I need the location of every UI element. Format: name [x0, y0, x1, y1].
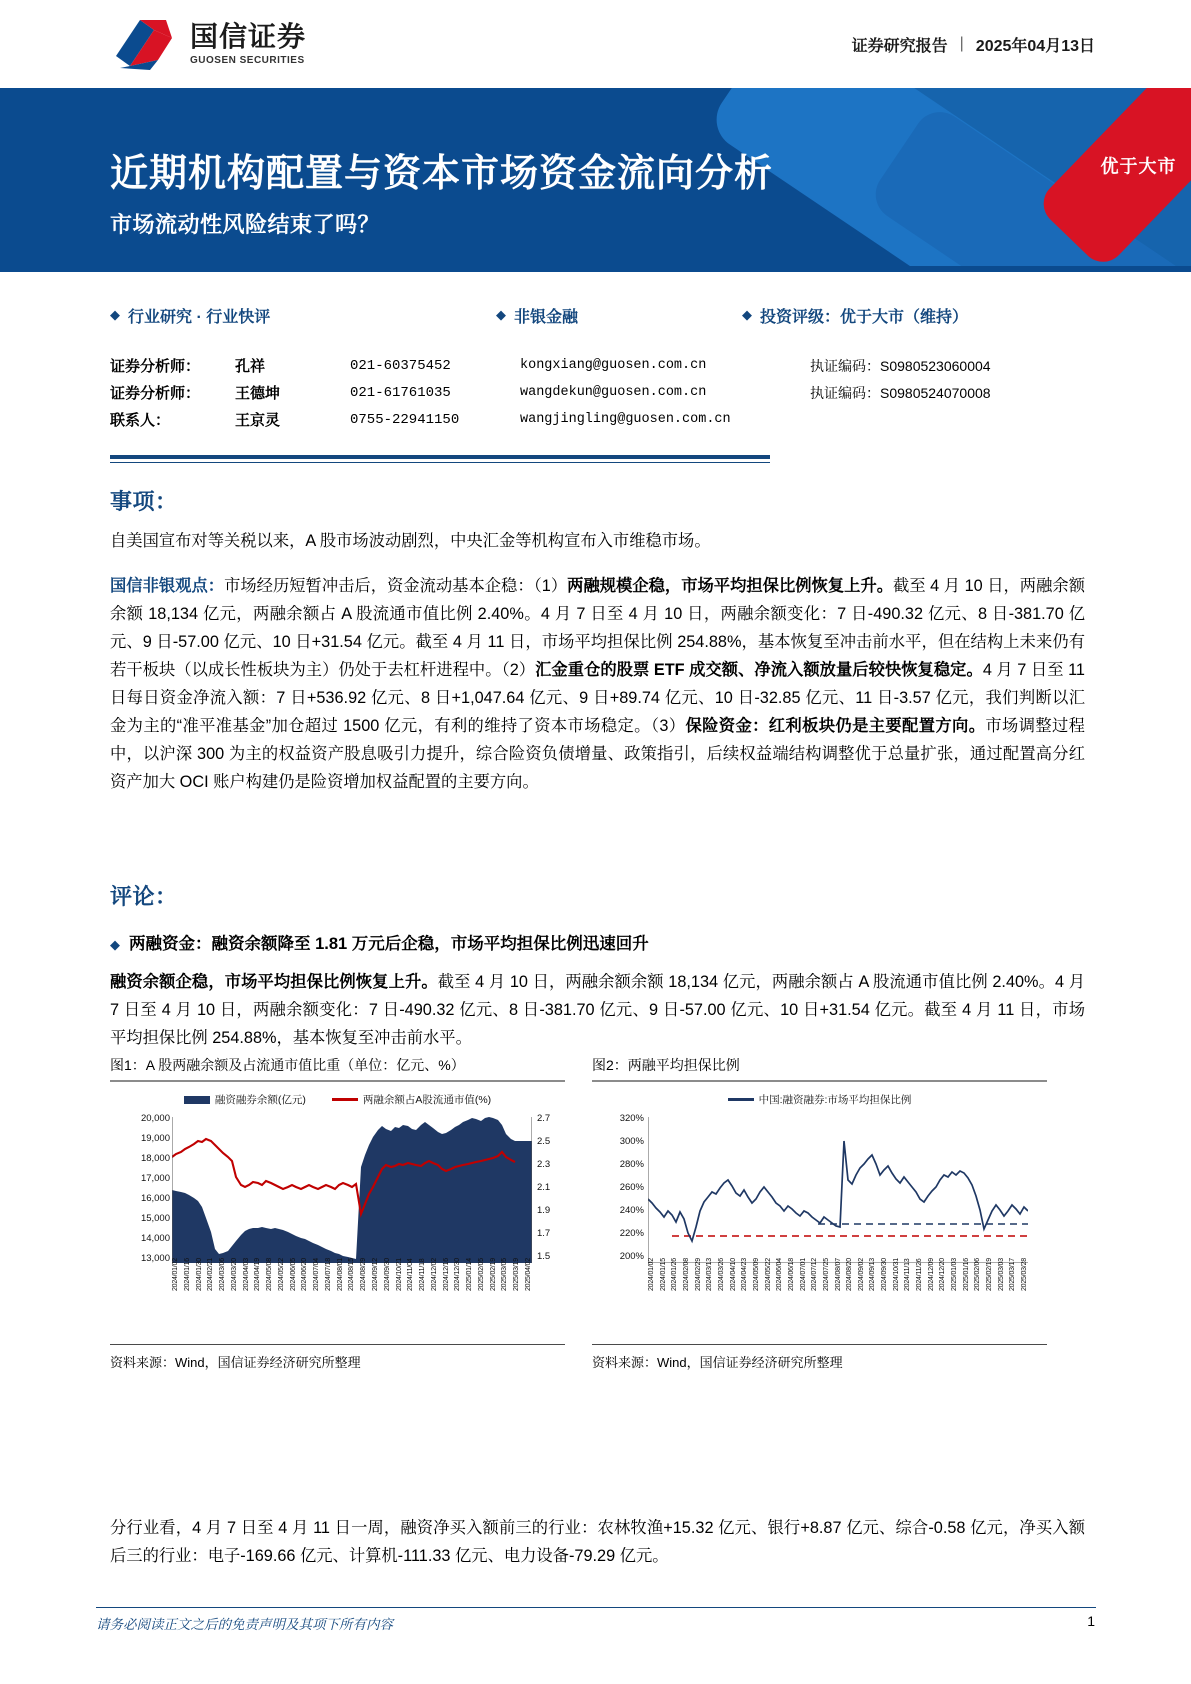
x-axis-tick: 2024/08/15: [348, 1258, 356, 1292]
y-axis-right-tick: 1.7: [537, 1228, 551, 1239]
legend-swatch-area-icon: [184, 1096, 210, 1104]
x-axis-tick: 2024/04/23: [741, 1258, 749, 1292]
comment-paragraph-2: [110, 1514, 1085, 1570]
meta-rating-label: 投资评级：优于大市（维持）: [760, 308, 969, 326]
page-header: [0, 0, 1191, 88]
analyst-phone: 021-61761035: [350, 384, 451, 401]
x-axis-tick: 2024/12/09: [927, 1258, 935, 1292]
x-axis-tick: 2024/11/04: [407, 1258, 415, 1292]
section-divider-thin: [110, 462, 770, 463]
x-axis-tick: 2024/01/02: [172, 1258, 179, 1292]
x-axis-tick: 2024/08/01: [336, 1258, 344, 1292]
viewpoint-bold-3: 保险资金：红利板块仍是主要配置方向。: [685, 717, 986, 736]
x-axis-tick: 2024/12/30: [454, 1258, 462, 1292]
x-axis-tick: 2024/09/13: [869, 1258, 877, 1292]
guosen-logo-icon: [110, 16, 180, 72]
legend-swatch-line-icon: [728, 1098, 754, 1101]
x-axis-tick: 2024/01/15: [659, 1258, 667, 1292]
figure-2: [592, 1055, 1047, 1370]
viewpoint-text-2: 截至 4 月 10 日，两融余额余额 18,134 亿元，两融余额占 A 股流通市值比例 2.40%。4 月 7 日至 4 月 10 日，两融余额变化：7 日-490.32 亿元、8 日-381.70 亿元、9 日-57.00 亿元、10 日+31.54 亿元。截至 4 月 11 日，市场平均担保比例 254.88%，基本恢复至冲击前水平，但在结构上未来仍有若干板块（以成长性板块为主）仍处于去杠杆进程中。（2）: [110, 577, 1085, 680]
x-axis-tick: 2024/12/16: [442, 1258, 450, 1292]
figure-1-body: [110, 1082, 565, 1370]
x-axis-tick: 2024/07/12: [811, 1258, 819, 1292]
figure-1-x-axis: [172, 1258, 532, 1291]
x-axis-tick: 2024/09/30: [881, 1258, 889, 1292]
legend-label: 融资融券余额(亿元): [214, 1094, 306, 1106]
x-axis-tick: 2024/07/25: [822, 1258, 830, 1292]
figure-2-body: [592, 1082, 1047, 1370]
y-axis-left-tick: 16,000: [140, 1193, 170, 1204]
viewpoint-bold-2: 汇金重仓的股票 ETF 成交额、净流入额放量后较快恢复稳定。: [535, 661, 983, 680]
analyst-email[interactable]: wangjingling@guosen.com.cn: [520, 412, 731, 427]
x-axis-tick: 2024/10/21: [395, 1258, 403, 1292]
figure-1-legend: [110, 1082, 565, 1107]
x-axis-tick: 2025/01/14: [466, 1258, 474, 1292]
brand-logo: [110, 16, 306, 72]
x-axis-tick: 2024/11/18: [419, 1258, 427, 1292]
x-axis-tick: 2024/06/18: [787, 1258, 795, 1292]
diamond-icon: ◆: [742, 307, 752, 322]
analyst-role: 证券分析师：: [110, 385, 201, 402]
x-axis-tick: 2024/11/26: [916, 1258, 924, 1292]
x-axis-tick: 2024/07/04: [313, 1258, 321, 1292]
analyst-phone: 0755-22941150: [350, 411, 460, 428]
diamond-icon: ◆: [110, 307, 120, 322]
x-axis-tick: 2024/08/29: [360, 1258, 368, 1292]
y-axis-left-tick: 20,000: [140, 1113, 170, 1124]
y-axis-left-tick: 19,000: [140, 1133, 170, 1144]
legend-label: 两融余额占A股流通市值(%): [362, 1094, 492, 1106]
y-axis-left-tick: 13,000: [140, 1253, 170, 1264]
x-axis-tick: 2024/01/26: [671, 1258, 679, 1292]
x-axis-tick: 2025/02/05: [477, 1258, 485, 1292]
y-axis-tick: 320%: [619, 1113, 644, 1124]
x-axis-tick: 2024/05/22: [764, 1258, 772, 1292]
figure-1-svg: [172, 1117, 532, 1263]
header-separator: |: [959, 35, 964, 52]
x-axis-tick: 2024/03/26: [717, 1258, 725, 1292]
matters-paragraph: [110, 527, 1085, 555]
x-axis-tick: 2024/07/18: [324, 1258, 332, 1292]
analyst-list: [110, 352, 1090, 433]
x-axis-tick: 2024/05/08: [266, 1258, 274, 1292]
legend-item: [184, 1092, 306, 1107]
meta-industry: [496, 304, 742, 327]
x-axis-tick: 2024/06/04: [776, 1258, 784, 1292]
y-axis-tick: 220%: [619, 1228, 644, 1239]
footer-divider: [96, 1607, 1096, 1608]
x-axis-tick: 2024/10/31: [892, 1258, 900, 1292]
x-axis-tick: 2024/09/30: [383, 1258, 391, 1292]
x-axis-tick: 2024/02/21: [207, 1258, 215, 1292]
report-kind-label: 证券研究报告: [851, 37, 948, 55]
y-axis-right-tick: 2.3: [537, 1159, 551, 1170]
x-axis-tick: 2025/02/06: [974, 1258, 982, 1292]
diamond-icon: ◆: [110, 937, 120, 952]
x-axis-tick: 2024/01/16: [183, 1258, 191, 1292]
viewpoint-paragraph: [110, 572, 1085, 796]
x-axis-tick: 2024/01/02: [648, 1258, 655, 1292]
analyst-name: 王德坤: [235, 385, 281, 402]
figure-1: [110, 1055, 565, 1370]
x-axis-tick: 2025/03/05: [501, 1258, 509, 1292]
section-heading-comment: 评论：: [110, 884, 178, 909]
viewpoint-text-1: 市场经历短暂冲击后，资金流动基本企稳：（1）: [224, 577, 568, 595]
viewpoint-text-3: 4 月 7 日至 11 日每日资金净流入额：7 日+536.92 亿元、8 日+1,047.64 亿元、9 日+89.74 亿元、10 日-32.85 亿元、11 日-3.57 亿元，我们判断以汇金为主的“准平准基金”加仓超过 1500 亿元，有利的维持了资本市场稳定。（3）: [110, 661, 1085, 736]
comment-p1-text: 截至 4 月 10 日，两融余额余额 18,134 亿元，两融余额占 A 股流通市值比例 2.40%。4 月 7 日至 4 月 10 日，两融余额变化：7 日-490.32 亿元、8 日-381.70 亿元、9 日-57.00 亿元、10 日+31.54 亿元。截至 4 月 11 日，市场平均担保比例 254.88%，基本恢复至冲击前水平。: [110, 973, 1085, 1048]
viewpoint-bold-1: 两融规模企稳，市场平均担保比例恢复上升。: [567, 577, 894, 595]
x-axis-tick: 2024/06/20: [301, 1258, 309, 1292]
x-axis-tick: 2025/03/28: [1021, 1258, 1028, 1292]
viewpoint-text-4: 市场调整过程中，以沪深 300 为主的权益资产股息吸引力提升，综合险资负债增量、政策指引，后续权益端结构调整优于总量扩张，通过配置高分红资产加大 OCI 账户构建仍是险资增加权益配置的主要方向。: [110, 717, 1085, 792]
figure-1-caption: 图1：A 股两融余额及占流通市值比重（单位：亿元、%）: [110, 1057, 465, 1073]
analyst-cert: 执证编码：S0980523060004: [810, 357, 991, 374]
x-axis-tick: 2024/09/12: [372, 1258, 380, 1292]
x-axis-tick: 2024/04/10: [729, 1258, 737, 1292]
y-axis-right-tick: 1.9: [537, 1205, 551, 1216]
y-axis-tick: 280%: [619, 1159, 644, 1170]
classification-row: [110, 300, 1082, 330]
meta-research-type: [110, 304, 496, 327]
x-axis-tick: 2025/03/17: [1009, 1258, 1017, 1292]
analyst-row: [110, 406, 1090, 433]
section-divider-thick: [110, 455, 770, 459]
y-axis-left-tick: 14,000: [140, 1233, 170, 1244]
analyst-row: [110, 352, 1090, 379]
report-date: 2025年04月13日: [975, 37, 1095, 55]
x-axis-tick: 2024/07/01: [799, 1258, 807, 1292]
footer-disclaimer: 请务必阅读正文之后的免责声明及其项下所有内容: [96, 1617, 393, 1632]
x-axis-tick: 2025/04/02: [524, 1258, 532, 1292]
x-axis-tick: 2024/03/20: [230, 1258, 238, 1292]
analyst-role: 证券分析师：: [110, 358, 201, 375]
figure-2-x-axis: [648, 1258, 1028, 1291]
legend-label: 中国:融资融券:市场平均担保比例: [758, 1094, 912, 1106]
y-axis-tick: 260%: [619, 1182, 644, 1193]
x-axis-tick: 2025/03/19: [513, 1258, 521, 1292]
figure-2-legend: [592, 1082, 1047, 1107]
legend-item: [728, 1092, 912, 1107]
page-number: 1: [1087, 1613, 1095, 1629]
section-heading-matters: 事项：: [110, 489, 178, 514]
figure-2-caption: 图2：两融平均担保比例: [592, 1057, 740, 1073]
x-axis-tick: 2024/02/08: [682, 1258, 690, 1292]
report-meta: [852, 33, 1095, 56]
x-axis-tick: 2024/08/20: [846, 1258, 854, 1292]
analyst-phone: 021-60375452: [350, 357, 451, 374]
x-axis-tick: 2025/03/03: [997, 1258, 1005, 1292]
x-axis-tick: 2024/02/29: [694, 1258, 702, 1292]
banner-underline: [0, 266, 1191, 272]
analyst-email[interactable]: kongxiang@guosen.com.cn: [520, 358, 707, 373]
x-axis-tick: 2024/06/05: [289, 1258, 297, 1292]
figure-2-svg: [648, 1117, 1028, 1263]
y-axis-left-tick: 15,000: [140, 1213, 170, 1224]
legend-swatch-line-icon: [332, 1098, 358, 1101]
analyst-cert: 执证编码：S0980524070008: [810, 384, 991, 401]
x-axis-tick: 2024/12/02: [430, 1258, 438, 1292]
y-axis-right-tick: 2.5: [537, 1136, 551, 1147]
y-axis-tick: 200%: [619, 1251, 644, 1262]
title-banner: [0, 88, 1191, 266]
figure-2-source: 资料来源：Wind，国信证券经济研究所整理: [592, 1344, 1047, 1371]
analyst-email[interactable]: wangdekun@guosen.com.cn: [520, 385, 707, 400]
x-axis-tick: 2025/01/03: [951, 1258, 959, 1292]
x-axis-tick: 2024/03/06: [219, 1258, 227, 1292]
x-axis-tick: 2024/03/13: [706, 1258, 714, 1292]
x-axis-tick: 2024/09/02: [857, 1258, 865, 1292]
y-axis-right-tick: 2.7: [537, 1113, 551, 1124]
analyst-role: 联系人：: [110, 412, 171, 429]
x-axis-tick: 2024/01/30: [195, 1258, 203, 1292]
rating-badge-label: 优于大市: [1100, 156, 1177, 177]
y-axis-tick: 300%: [619, 1136, 644, 1147]
analyst-name: 孔祥: [235, 358, 266, 375]
x-axis-tick: 2024/11/13: [904, 1258, 912, 1292]
analyst-name: 王京灵: [235, 412, 281, 429]
x-axis-tick: 2025/01/16: [962, 1258, 970, 1292]
figure-1-source: 资料来源：Wind，国信证券经济研究所整理: [110, 1344, 565, 1371]
x-axis-tick: 2024/05/22: [277, 1258, 285, 1292]
x-axis-tick: 2024/04/03: [242, 1258, 250, 1292]
y-axis-left-tick: 18,000: [140, 1153, 170, 1164]
x-axis-tick: 2024/08/07: [834, 1258, 842, 1292]
matters-text: 自美国宣布对等关税以来，A 股市场波动剧烈，中央汇金等机构宣布入市维稳市场。: [110, 532, 711, 550]
viewpoint-label: 国信非银观点：: [110, 577, 225, 595]
legend-item: [332, 1092, 491, 1107]
x-axis-tick: 2024/12/20: [939, 1258, 947, 1292]
meta-rating: [742, 304, 968, 327]
comment-bullet-1-label: 两融资金：融资余额降至 1.81 万元后企稳，市场平均担保比例迅速回升: [129, 935, 649, 953]
comment-p2-text: 分行业看，4 月 7 日至 4 月 11 日一周，融资净买入额前三的行业：农林牧渔+15.32 亿元、银行+8.87 亿元、综合-0.58 亿元，净买入额后三的行业：电子-169.66 亿元、计算机-111.33 亿元、电力设备-79.29 亿元。: [110, 1519, 1085, 1566]
diamond-icon: ◆: [496, 307, 506, 322]
y-axis-right-tick: 1.5: [537, 1251, 551, 1262]
y-axis-tick: 240%: [619, 1205, 644, 1216]
figure-2-plot: [592, 1107, 1047, 1272]
comment-bullet-1: [110, 930, 1085, 954]
comment-paragraph-1: [110, 968, 1085, 1052]
page-subtitle: 市场流动性风险结束了吗？: [110, 212, 381, 237]
meta-industry-label: 非银金融: [514, 308, 579, 326]
figure-1-plot: [110, 1107, 565, 1272]
comment-p1-bold: 融资余额企稳，市场平均担保比例恢复上升。: [110, 973, 438, 991]
x-axis-tick: 2024/05/09: [752, 1258, 760, 1292]
logo-name-en: GUOSEN SECURITIES: [190, 54, 305, 66]
x-axis-tick: 2025/02/19: [489, 1258, 497, 1292]
y-axis-left-tick: 17,000: [140, 1173, 170, 1184]
logo-name-cn: 国信证券: [190, 20, 307, 52]
x-axis-tick: 2024/04/19: [254, 1258, 262, 1292]
page-title: 近期机构配置与资本市场资金流向分析: [110, 153, 774, 195]
analyst-row: [110, 379, 1090, 406]
meta-research-type-label: 行业研究 · 行业快评: [128, 308, 271, 326]
y-axis-right-tick: 2.1: [537, 1182, 551, 1193]
x-axis-tick: 2025/02/19: [986, 1258, 994, 1292]
